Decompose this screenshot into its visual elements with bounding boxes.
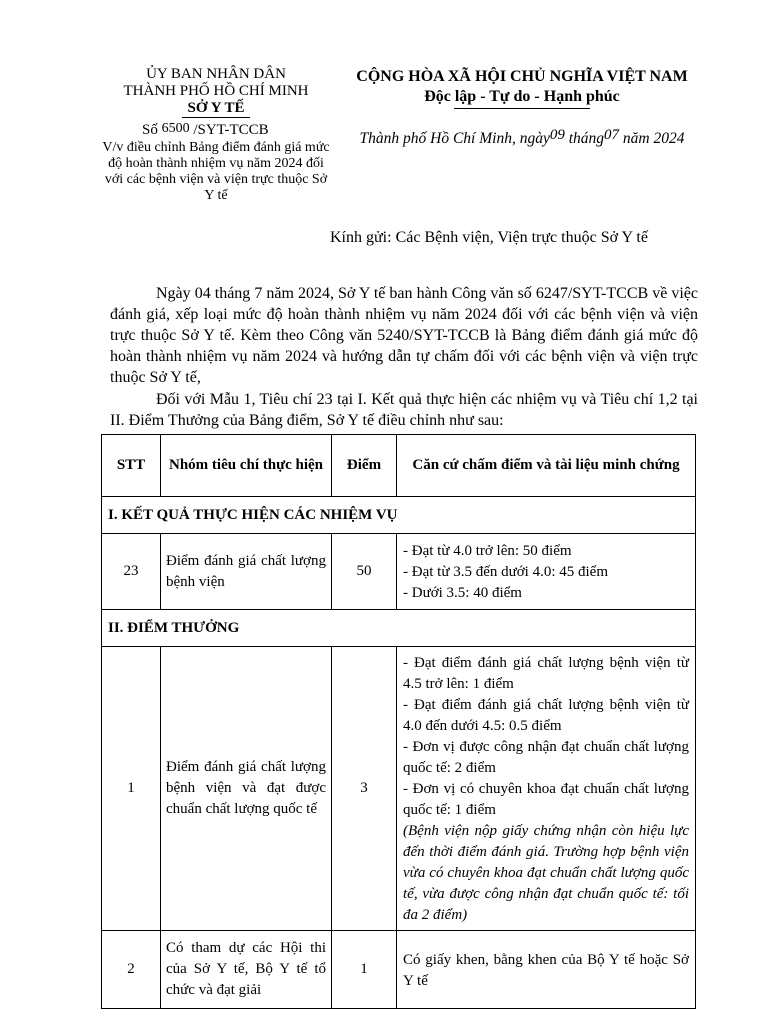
- document-reference: [100, 120, 332, 139]
- ref-prefix: Số: [142, 122, 158, 138]
- table-row: [102, 931, 696, 1009]
- row-2-points: 1: [332, 931, 397, 1009]
- recipient-line: Kính gửi: Các Bệnh viện, Viện trực thuộc Sở Y tế: [330, 229, 648, 246]
- row-1-group: Điểm đánh giá chất lượng bệnh viện và đạt được chuẩn chất lượng quốc tế: [161, 647, 332, 931]
- national-motto-block: [336, 67, 708, 109]
- row-1-points: 3: [332, 647, 397, 931]
- row-23-stt: 23: [102, 534, 161, 610]
- evidence-item: - Đơn vị được công nhận đạt chuẩn chất lượng quốc tế: 2 điểm: [403, 739, 689, 776]
- row-1-evidence: [397, 647, 696, 931]
- table-row: [102, 534, 696, 610]
- row-2-stt: 2: [102, 931, 161, 1009]
- date-day: 09: [549, 127, 565, 143]
- evidence-item: - Đạt điểm đánh giá chất lượng bệnh viện từ 4.0 đến dưới 4.5: 0.5 điểm: [403, 697, 689, 734]
- header-group: Nhóm tiêu chí thực hiện: [161, 435, 332, 497]
- header-stt: STT: [102, 435, 161, 497]
- evidence-item: - Dưới 3.5: 40 điểm: [403, 585, 522, 601]
- ref-suffix: /SYT-TCCB: [193, 122, 269, 138]
- section-row: [102, 497, 696, 534]
- date-month: 07: [604, 127, 620, 143]
- ref-number: 6500: [161, 121, 190, 136]
- date-month-label: tháng: [564, 130, 605, 147]
- criteria-table: [101, 434, 696, 1009]
- evidence-note: (Bệnh viện nộp giấy chứng nhận còn hiệu lực đến thời điểm đánh giá. Trường hợp bệnh viện vừa có chuyên khoa đạt chuẩn chất lượng quốc tế, vừa được công nhận đạt chuẩn quốc tế: tối đa 2 điểm): [403, 823, 689, 923]
- paragraph-1-text: Ngày 04 tháng 7 năm 2024, Sở Y tế ban hành Công văn số 6247/SYT-TCCB về việc đánh giá, xếp loại mức độ hoàn thành nhiệm vụ năm 2024 đối với các bệnh viện và viện trực thuộc Sở Y tế. Kèm theo Công văn 5240/SYT-TCCB là Bảng điểm đánh giá mức độ hoàn thành nhiệm vụ năm 2024 và hướng dẫn tự chấm đối với các bệnh viện và viện trực thuộc Sở Y tế,: [110, 285, 698, 386]
- row-1-stt: 1: [102, 647, 161, 931]
- section-1-title: I. KẾT QUẢ THỰC HIỆN CÁC NHIỆM VỤ: [102, 497, 696, 534]
- issuing-agency-block: [100, 66, 332, 204]
- agency-line-2: THÀNH PHỐ HỒ CHÍ MINH: [123, 83, 309, 99]
- national-motto: Độc lập - Tự do - Hạnh phúc: [424, 88, 620, 105]
- evidence-item: - Đơn vị có chuyên khoa đạt chuẩn chất lượng quốc tế: 1 điểm: [403, 781, 689, 818]
- national-title: CỘNG HÒA XÃ HỘI CHỦ NGHĨA VIỆT NAM: [356, 68, 688, 85]
- motto-underline: [454, 108, 590, 109]
- table-row: [102, 647, 696, 931]
- evidence-item: - Đạt điểm đánh giá chất lượng bệnh viện từ 4.5 trở lên: 1 điểm: [403, 655, 689, 692]
- evidence-item: - Đạt từ 4.0 trở lên: 50 điểm: [403, 543, 572, 559]
- document-date: [336, 127, 708, 148]
- paragraph-2-text: Đối với Mẫu 1, Tiêu chí 23 tại I. Kết quả thực hiện các nhiệm vụ và Tiêu chí 1,2 tại II. Điểm Thưởng của Bảng điểm, Sở Y tế điều chỉnh như sau:: [110, 391, 698, 429]
- row-23-group: Điểm đánh giá chất lượng bệnh viện: [161, 534, 332, 610]
- row-23-evidence: [397, 534, 696, 610]
- header-points: Điểm: [332, 435, 397, 497]
- section-row: [102, 610, 696, 647]
- row-23-points: 50: [332, 534, 397, 610]
- section-2-title: II. ĐIỂM THƯỞNG: [102, 610, 696, 647]
- body-paragraph-1: [110, 283, 698, 388]
- date-year: năm 2024: [619, 130, 685, 147]
- agency-underline: [182, 117, 250, 118]
- header-evidence: Căn cứ chấm điểm và tài liệu minh chứng: [397, 435, 696, 497]
- body-paragraph-2: [110, 389, 698, 431]
- table-header-row: [102, 435, 696, 497]
- evidence-item: - Đạt từ 3.5 đến dưới 4.0: 45 điểm: [403, 564, 608, 580]
- agency-line-1: ỦY BAN NHÂN DÂN: [146, 66, 286, 82]
- document-subject: V/v điều chỉnh Bảng điểm đánh giá mức độ hoàn thành nhiệm vụ năm 2024 đối với các bệnh viện và viện trực thuộc Sở Y tế: [102, 140, 330, 203]
- agency-name: SỞ Y TẾ: [187, 100, 245, 116]
- date-prefix: Thành phố Hồ Chí Minh, ngày: [359, 130, 550, 147]
- row-2-evidence: Có giấy khen, bằng khen của Bộ Y tế hoặc Sở Y tế: [397, 931, 696, 1009]
- row-2-group: Có tham dự các Hội thi của Sở Y tế, Bộ Y tế tổ chức và đạt giải: [161, 931, 332, 1009]
